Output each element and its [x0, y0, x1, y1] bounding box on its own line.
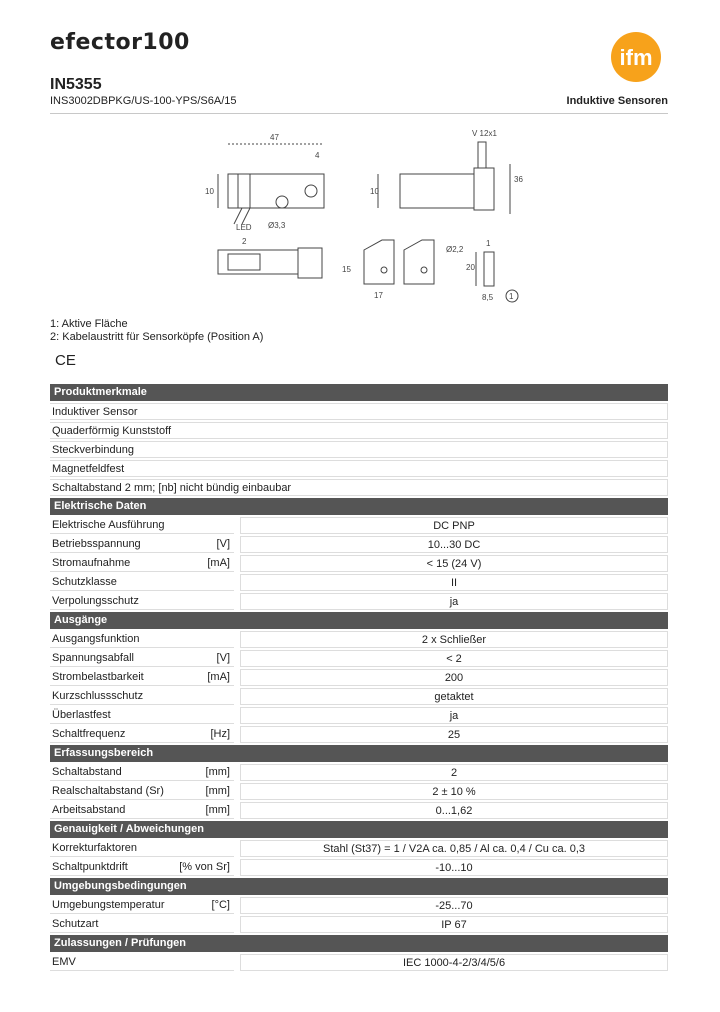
spec-label-cell [50, 802, 234, 819]
spec-unit: [mA] [207, 671, 230, 683]
spec-unit [230, 593, 234, 609]
spec-value: 2 ± 10 % [240, 783, 668, 800]
svg-text:47: 47 [270, 133, 279, 142]
svg-text:Ø2,2: Ø2,2 [446, 245, 464, 254]
spec-table [50, 384, 668, 973]
spec-row [50, 422, 668, 439]
spec-unit: [mm] [205, 804, 230, 816]
spec-label: Schaltfrequenz [52, 728, 126, 740]
spec-value: -25...70 [240, 897, 668, 914]
spec-label-cell [50, 536, 234, 553]
spec-unit: [mA] [207, 557, 230, 569]
spec-value: 2 x Schließer [240, 631, 668, 648]
spec-label: Schaltpunktdrift [52, 861, 128, 873]
spec-row [50, 517, 668, 534]
spec-label: Schutzklasse [52, 576, 117, 588]
svg-text:10: 10 [370, 187, 379, 196]
led-window [276, 196, 288, 208]
spec-label-cell [50, 726, 234, 743]
spec-row [50, 764, 668, 781]
spec-unit [230, 631, 234, 647]
spec-label: Schutzart [52, 918, 99, 930]
section-header: Erfassungsbereich [50, 745, 668, 762]
spec-value: Stahl (St37) = 1 / V2A ca. 0,85 / Al ca. 0,4 / Cu ca. 0,3 [240, 840, 668, 857]
spec-value: 0...1,62 [240, 802, 668, 819]
spec-label-cell [50, 783, 234, 800]
spec-value: ja [240, 593, 668, 610]
spec-unit: [% von Sr] [179, 861, 230, 873]
sensor-head-left [364, 240, 394, 284]
spec-feature: Steckverbindung [50, 441, 668, 458]
spec-label: Spannungsabfall [52, 652, 134, 664]
drawing-notes [50, 318, 263, 344]
note-active-surface: 1: Aktive Fläche [50, 318, 128, 330]
spec-label-cell [50, 669, 234, 686]
sensor-head-side [484, 252, 494, 286]
spec-label-cell [50, 593, 234, 610]
mount-hole [305, 185, 317, 197]
spec-value: -10...10 [240, 859, 668, 876]
ce-mark: CE [55, 352, 76, 369]
spec-label-cell [50, 859, 234, 876]
product-category: Induktive Sensoren [566, 95, 668, 107]
spec-row [50, 574, 668, 591]
spec-row [50, 631, 668, 648]
spec-label-cell [50, 631, 234, 648]
svg-text:V 12x1: V 12x1 [472, 129, 497, 138]
spec-value: 10...30 DC [240, 536, 668, 553]
section-header: Zulassungen / Prüfungen [50, 935, 668, 952]
spec-label-cell [50, 574, 234, 591]
brand-wordmark: efector100 [50, 30, 190, 55]
spec-unit [230, 688, 234, 704]
section-header: Genauigkeit / Abweichungen [50, 821, 668, 838]
spec-unit [230, 954, 234, 970]
spec-unit: [mm] [205, 766, 230, 778]
spec-unit: [V] [216, 652, 230, 664]
spec-label: Strombelastbarkeit [52, 671, 144, 683]
spec-label: Korrekturfaktoren [52, 842, 137, 854]
ifm-logo [606, 31, 666, 83]
note-cable-exit: 2: Kabelaustritt für Sensorköpfe (Position A) [50, 331, 264, 343]
svg-text:20: 20 [466, 263, 475, 272]
spec-row [50, 954, 668, 971]
spec-label-cell [50, 517, 234, 534]
spec-row [50, 403, 668, 420]
spec-row [50, 441, 668, 458]
spec-label: Betriebsspannung [52, 538, 141, 550]
spec-row [50, 840, 668, 857]
spec-value: IP 67 [240, 916, 668, 933]
spec-row [50, 650, 668, 667]
spec-label-cell [50, 707, 234, 724]
spec-unit: [mm] [205, 785, 230, 797]
spec-value: ja [240, 707, 668, 724]
header-divider [50, 113, 668, 114]
spec-row [50, 555, 668, 572]
svg-text:17: 17 [374, 291, 383, 300]
spec-row [50, 688, 668, 705]
spec-label: Ausgangsfunktion [52, 633, 140, 645]
spec-value: 25 [240, 726, 668, 743]
product-title: IN5355 [50, 76, 102, 93]
spec-row [50, 859, 668, 876]
svg-text:Ø3,3: Ø3,3 [268, 221, 286, 230]
spec-row [50, 897, 668, 914]
spec-label-cell [50, 688, 234, 705]
svg-text:15: 15 [342, 265, 351, 274]
spec-label: Umgebungstemperatur [52, 899, 165, 911]
spec-label: Kurzschlussschutz [52, 690, 144, 702]
spec-label: Stromaufnahme [52, 557, 131, 569]
spec-label-cell [50, 916, 234, 933]
svg-text:8,5: 8,5 [482, 293, 494, 302]
dimension-drawing [190, 124, 530, 306]
spec-unit [230, 840, 234, 856]
spec-unit: [°C] [211, 899, 230, 911]
svg-text:4: 4 [315, 151, 320, 160]
svg-text:10: 10 [205, 187, 214, 196]
spec-label-cell [50, 840, 234, 857]
section-header: Produktmerkmale [50, 384, 668, 401]
svg-text:LED: LED [236, 223, 252, 232]
spec-row [50, 916, 668, 933]
sensor-head-right [404, 240, 434, 284]
spec-value: getaktet [240, 688, 668, 705]
spec-label: Verpolungsschutz [52, 595, 139, 607]
spec-row [50, 802, 668, 819]
spec-row [50, 707, 668, 724]
svg-text:1: 1 [486, 239, 491, 248]
spec-row [50, 669, 668, 686]
spec-label: EMV [52, 956, 76, 968]
spec-feature: Schaltabstand 2 mm; [nb] nicht bündig einbaubar [50, 479, 668, 496]
spec-label-cell [50, 897, 234, 914]
spec-value: < 2 [240, 650, 668, 667]
spec-value: < 15 (24 V) [240, 555, 668, 572]
spec-label: Elektrische Ausführung [52, 519, 165, 531]
spec-unit [230, 916, 234, 932]
spec-unit [230, 517, 234, 533]
section-header: Umgebungsbedingungen [50, 878, 668, 895]
section-header: Ausgänge [50, 612, 668, 629]
logo-text: ifm [619, 45, 653, 70]
svg-text:36: 36 [514, 175, 523, 184]
spec-label-cell [50, 764, 234, 781]
spec-label: Schaltabstand [52, 766, 122, 778]
spec-value: 200 [240, 669, 668, 686]
spec-row [50, 479, 668, 496]
sensor-side-view [400, 174, 474, 208]
spec-row [50, 726, 668, 743]
spec-unit [230, 707, 234, 723]
spec-label: Realschaltabstand (Sr) [52, 785, 164, 797]
spec-unit: [V] [216, 538, 230, 550]
spec-label: Überlastfest [52, 709, 111, 721]
product-code: INS3002DBPKG/US-100-YPS/S6A/15 [50, 95, 237, 107]
svg-text:2: 2 [242, 237, 247, 246]
spec-label-cell [50, 555, 234, 572]
spec-row [50, 783, 668, 800]
spec-label-cell [50, 650, 234, 667]
spec-unit [230, 574, 234, 590]
spec-row [50, 536, 668, 553]
spec-label: Arbeitsabstand [52, 804, 126, 816]
spec-unit: [Hz] [210, 728, 230, 740]
spec-value: 2 [240, 764, 668, 781]
spec-label-cell [50, 954, 234, 971]
svg-text:1: 1 [509, 292, 514, 301]
spec-feature: Quaderförmig Kunststoff [50, 422, 668, 439]
spec-feature: Induktiver Sensor [50, 403, 668, 420]
spec-feature: Magnetfeldfest [50, 460, 668, 477]
spec-row [50, 460, 668, 477]
section-header: Elektrische Daten [50, 498, 668, 515]
spec-value: DC PNP [240, 517, 668, 534]
spec-value: II [240, 574, 668, 591]
spec-value: IEC 1000-4-2/3/4/5/6 [240, 954, 668, 971]
spec-row [50, 593, 668, 610]
